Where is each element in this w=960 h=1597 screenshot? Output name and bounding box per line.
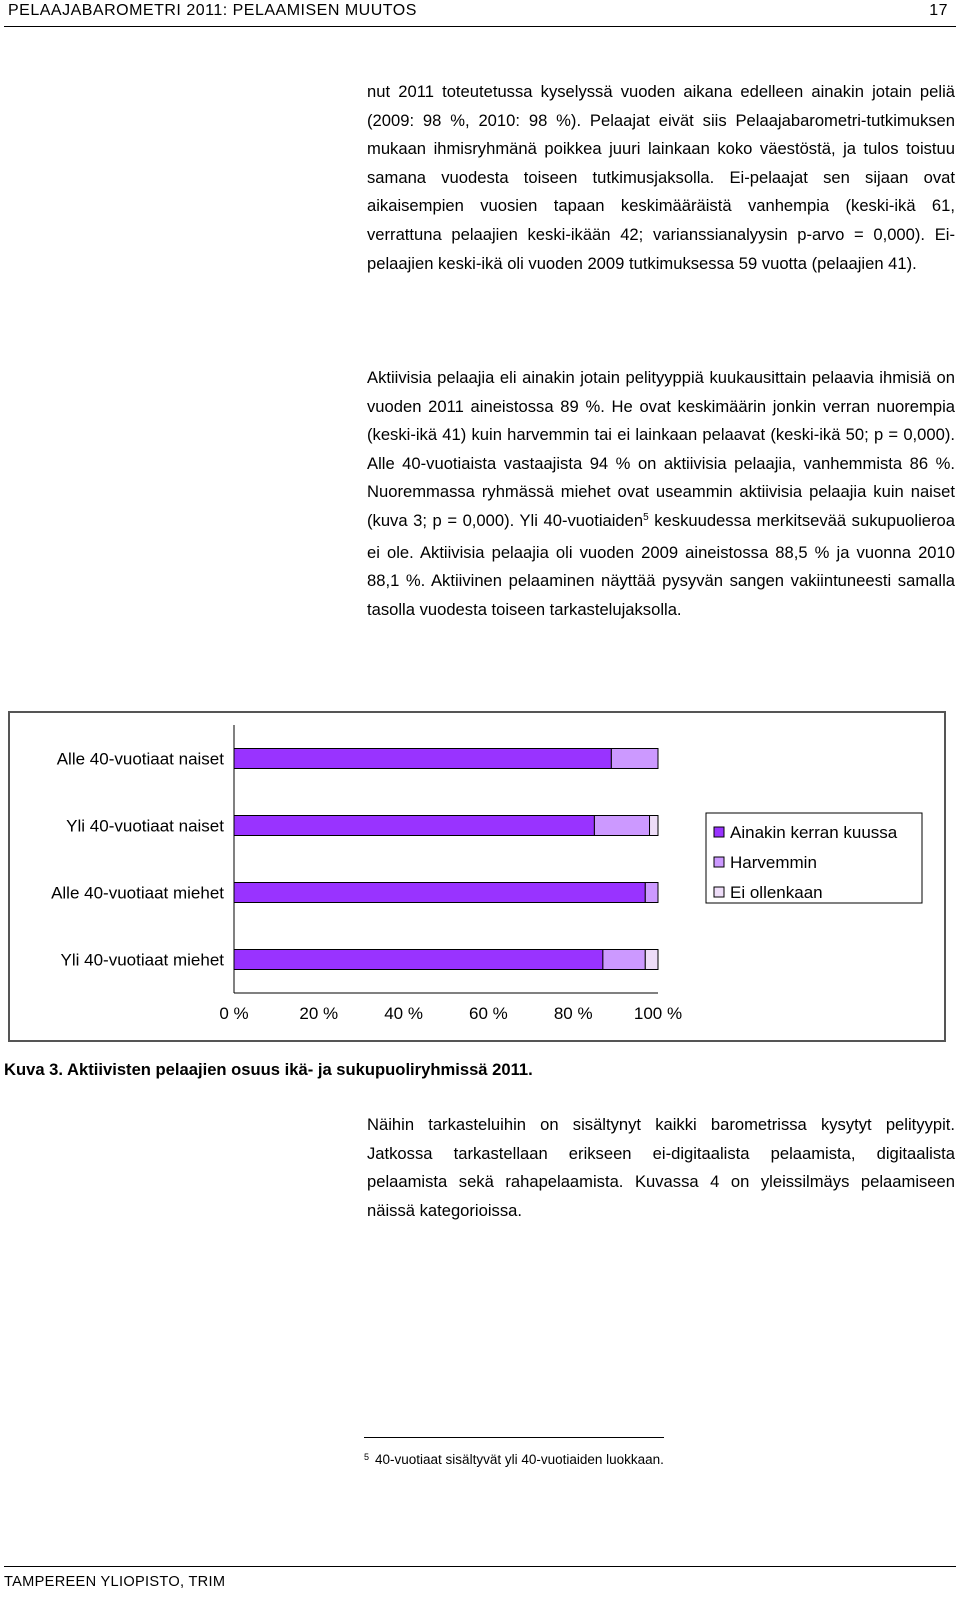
category-label: Alle 40-vuotiaat naiset bbox=[56, 749, 224, 769]
body-paragraph-2 bbox=[367, 364, 955, 624]
bar-segment bbox=[611, 749, 658, 769]
footnote-number: 5 bbox=[364, 1452, 370, 1462]
category-label: Yli 40-vuotiaat miehet bbox=[60, 950, 224, 970]
running-header bbox=[8, 2, 958, 26]
running-footer: TAMPEREEN YLIOPISTO, TRIM bbox=[4, 1574, 226, 1590]
legend-swatch bbox=[714, 857, 724, 867]
legend-swatch bbox=[714, 827, 724, 837]
legend-label: Ainakin kerran kuussa bbox=[730, 823, 898, 842]
legend-label: Ei ollenkaan bbox=[730, 883, 823, 902]
category-label: Alle 40-vuotiaat miehet bbox=[51, 883, 224, 903]
x-tick-label: 100 % bbox=[633, 1004, 683, 1023]
footnote-reference[interactable]: 5 bbox=[643, 511, 649, 523]
x-tick-label: 60 % bbox=[469, 1004, 508, 1023]
bar-segment bbox=[234, 749, 611, 769]
figure-frame bbox=[8, 711, 946, 1042]
footnote-rule bbox=[364, 1437, 664, 1438]
footnote-text: 40-vuotiaat sisältyvät yli 40-vuotiaiden luokkaan. bbox=[375, 1452, 664, 1467]
page-number: 17 bbox=[929, 2, 948, 19]
figure-caption: Kuva 3. Aktiivisten pelaajien osuus ikä- ja sukupuoliryhmissä 2011. bbox=[4, 1060, 533, 1079]
legend-label: Harvemmin bbox=[730, 853, 817, 872]
body-paragraph-1: nut 2011 toteutetussa kyselyssä vuoden aikana edelleen ainakin jotain peliä (2009: 98 %, 2010: 98 %). Pelaajat eivät siis Pelaajabarometri-tutkimuksen mukaan ihmisryhmänä poikkea juuri lainkaan koko väestöstä, ja tulos toistuu samana vuodesta toiseen tutkimusjaksolla. Ei-pelaajat sen sijaan ovat aikaisempien vuosien tapaan keskimääräistä vanhempia (keski-ikä 61, verrattuna pelaajien keski-ikään 42; varianssianalyysin p-arvo = 0,000). Ei-pelaajien keski-ikä oli vuoden 2009 tutkimuksessa 59 vuotta (pelaajien 41). bbox=[367, 82, 955, 273]
paragraph-2-part-a: Aktiivisia pelaajia eli ainakin jotain pelityyppiä kuukausittain pelaavia ihmisiä on vuoden 2011 aineistossa 89 %. He ovat keskimäärin jonkin verran nuorempia (keski-ikä 41) kuin harvemmin tai ei lainkaan pelaavat (keski-ikä 50; p = 0,000). Alle 40-vuotiaista vastaajista 94 % on aktiivisia pelaajia, vanhemmista 86 %. Nuoremmassa ryhmässä miehet ovat useammin aktiivisia pelaajia kuin naiset (kuva 3; p = 0,000). Yli 40-vuotiaiden bbox=[367, 368, 955, 530]
x-tick-label: 0 % bbox=[219, 1004, 249, 1023]
footnote bbox=[364, 1452, 664, 1467]
x-tick-label: 20 % bbox=[299, 1004, 339, 1023]
header-rule bbox=[4, 26, 956, 27]
bar-segment bbox=[234, 883, 645, 903]
x-tick-label: 40 % bbox=[384, 1004, 423, 1023]
header-title: PELAAJABAROMETRI 2011: PELAAMISEN MUUTOS bbox=[8, 2, 417, 19]
bar-segment bbox=[603, 950, 645, 970]
body-paragraph-3: Näihin tarkasteluihin on sisältynyt kaikki barometrissa kysytyt pelityypit. Jatkossa tarkastellaan erikseen ei-digitaalista pelaamista, digitaalista pelaamista sekä rahapelaamista. Kuvassa 4 on yleissilmäys pelaamiseen näissä kategorioissa. bbox=[367, 1115, 955, 1220]
paragraph-2-part-b: keskuudessa merkitsevää sukupuolieroa ei ole. Aktiivisia pelaajia oli vuoden 2009 aineistossa 88,5 % ja vuonna 2010 88,1 %. Aktiivinen pelaaminen näyttää pysyvän sangen vakiintuneesti samalla tasolla vuodesta toiseen tarkastelujaksolla. bbox=[367, 510, 955, 619]
bar-segment bbox=[594, 816, 649, 836]
x-tick-label: 80 % bbox=[553, 1004, 593, 1023]
bar-segment bbox=[234, 950, 603, 970]
footer-rule bbox=[4, 1566, 956, 1567]
bar-segment bbox=[650, 816, 658, 836]
bar-segment bbox=[645, 950, 658, 970]
legend-swatch bbox=[714, 887, 724, 897]
bar-segment bbox=[645, 883, 658, 903]
stacked-bar-chart bbox=[10, 713, 944, 1040]
category-label: Yli 40-vuotiaat naiset bbox=[66, 816, 224, 836]
bar-segment bbox=[234, 816, 594, 836]
